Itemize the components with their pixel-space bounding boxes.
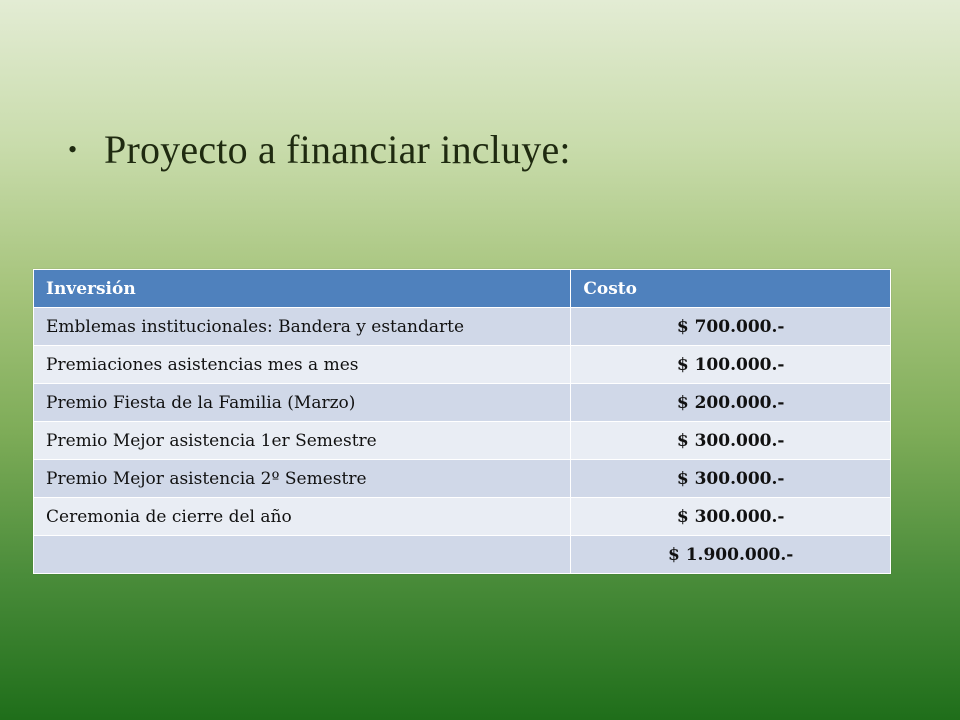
cost-table	[33, 269, 891, 574]
table-row	[34, 460, 891, 498]
item-cell: Premio Fiesta de la Familia (Marzo)	[34, 384, 571, 422]
table-row	[34, 346, 891, 384]
table-row	[34, 308, 891, 346]
table-header-row	[34, 270, 891, 308]
cost-cell: $ 300.000.-	[571, 460, 891, 498]
item-cell: Ceremonia de cierre del año	[34, 498, 571, 536]
item-cell: Premio Mejor asistencia 1er Semestre	[34, 422, 571, 460]
bullet-heading	[68, 126, 571, 173]
bullet-icon: •	[68, 134, 78, 164]
cost-cell: $ 300.000.-	[571, 422, 891, 460]
cost-cell: $ 100.000.-	[571, 346, 891, 384]
total-row	[34, 536, 891, 574]
header-inversion: Inversión	[34, 270, 571, 308]
table-row	[34, 498, 891, 536]
header-costo: Costo	[571, 270, 891, 308]
table-row	[34, 384, 891, 422]
item-cell: Emblemas institucionales: Bandera y estandarte	[34, 308, 571, 346]
item-cell: Premiaciones asistencias mes a mes	[34, 346, 571, 384]
slide-heading: Proyecto a financiar incluye:	[104, 127, 571, 172]
total-cost-cell: $ 1.900.000.-	[571, 536, 891, 574]
cost-cell: $ 300.000.-	[571, 498, 891, 536]
cost-cell: $ 700.000.-	[571, 308, 891, 346]
total-label-cell	[34, 536, 571, 574]
cost-cell: $ 200.000.-	[571, 384, 891, 422]
table-row	[34, 422, 891, 460]
item-cell: Premio Mejor asistencia 2º Semestre	[34, 460, 571, 498]
